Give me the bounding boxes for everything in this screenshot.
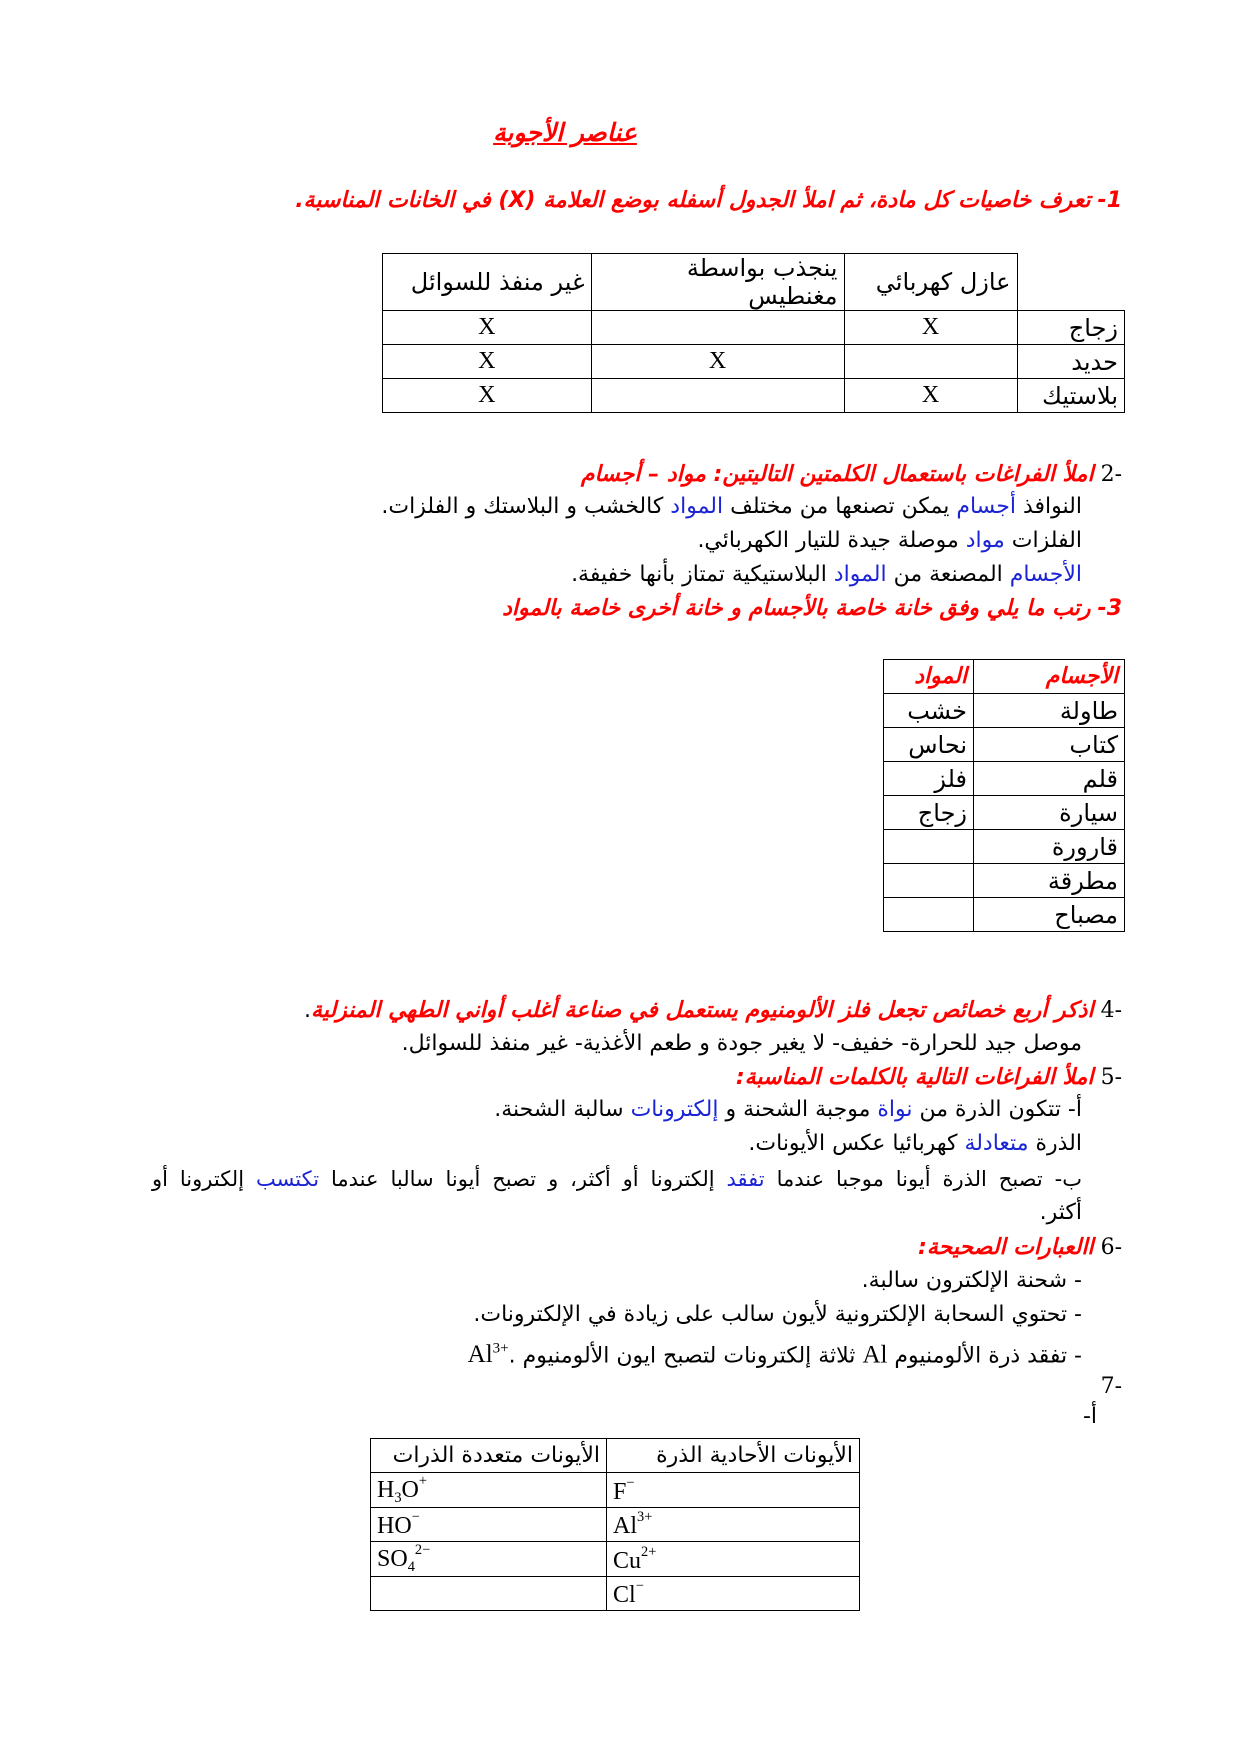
q5-line-1: أ- تتكون الذرة من نواة موجبة الشحنة و إلكترونات سالبة الشحنة. — [494, 1097, 1082, 1122]
q5-heading — [736, 1063, 1122, 1093]
q2-line-1: النوافذ أجسام يمكن تصنعها من مختلف المواد كالخشب و البلاستك و الفلزات. — [381, 494, 1082, 519]
q4-dot: . — [304, 998, 312, 1023]
table-row — [383, 345, 1125, 379]
q1-cell: X — [383, 311, 592, 345]
q3-number: 3- — [1097, 596, 1122, 621]
q4-heading — [304, 996, 1122, 1026]
q3-material: نحاس — [884, 728, 974, 762]
q2-line-2: الفلزات مواد موصلة جيدة للتيار الكهربائي. — [697, 528, 1082, 553]
q1-row-name: حديد — [1017, 345, 1125, 379]
q3-material — [884, 898, 974, 932]
q1-row-name: زجاج — [1017, 311, 1125, 345]
q5-number: -5 — [1100, 1065, 1122, 1090]
q2-heading — [581, 460, 1122, 490]
q1-row-name: بلاستيك — [1017, 379, 1125, 413]
table-row — [884, 762, 1125, 796]
q7-heading — [1101, 1372, 1122, 1402]
q3-material — [884, 830, 974, 864]
q3-object: قلم — [974, 762, 1125, 796]
q3-object: قارورة — [974, 830, 1125, 864]
table-row — [371, 1473, 860, 1508]
ion-mono: F− — [607, 1473, 860, 1508]
q6-statement-3: - تفقد ذرة الألومنيوم Al ثلاثة إلكترونات لتصبح ايون الألومنيوم $.Al^{3+}$ — [467, 1341, 1082, 1369]
q1-cell: X — [844, 379, 1017, 413]
ion-poly: $SO_4^{2-}$ — [371, 1542, 607, 1577]
q7-header-poly: الأيونات متعددة الذرات — [371, 1439, 607, 1473]
table-row — [371, 1577, 860, 1611]
q1-header-impermeable: غير منفذ للسوائل — [383, 254, 592, 311]
q5-line-3: ب- تصبح الذرة أيونا موجبا عندما تفقد إلكترونا أو أكثر، و تصبح أيونا سالبا عندما تكتسب إلكترونا أو — [152, 1167, 1082, 1191]
q4-number: -4 — [1100, 998, 1122, 1023]
q7-table — [370, 1438, 860, 1611]
q5-line-2: الذرة متعادلة كهربائيا عكس الأيونات. — [748, 1131, 1082, 1156]
q3-material: زجاج — [884, 796, 974, 830]
q1-cell: X — [383, 345, 592, 379]
q7-header-mono: الأيونات الأحادية الذرة — [607, 1439, 860, 1473]
q3-object: مصباح — [974, 898, 1125, 932]
q5-line-4: أكثر. — [1039, 1200, 1082, 1225]
q3-header-materials: المواد — [884, 660, 974, 694]
q2-line-3: الأجسام المصنعة من المواد البلاستيكية تمتاز بأنها خفيفة. — [571, 562, 1082, 587]
q1-cell: X — [383, 379, 592, 413]
q4-text: اذكر أربع خصائص تجعل فلز الألومنيوم يستعمل في صناعة أغلب أواني الطهي المنزلية — [311, 998, 1094, 1023]
q3-material: فلز — [884, 762, 974, 796]
q4-answer: موصل جيد للحرارة- خفيف- لا يغير جودة و طعم الأغذية- غير منفذ للسوائل. — [401, 1031, 1082, 1056]
ion-mono: Cl− — [607, 1577, 860, 1611]
q1-cell — [591, 311, 844, 345]
q1-text: تعرف خاصيات كل مادة، ثم املأ الجدول أسفله بوضع العلامة (X) في الخانات المناسبة. — [295, 188, 1091, 213]
table-row — [884, 728, 1125, 762]
q1-cell — [844, 345, 1017, 379]
q6-statement-2: - تحتوي السحابة الإلكترونية لأيون سالب على زيادة في الإلكترونات. — [473, 1302, 1082, 1327]
page-title: عناصر الأجوبة — [493, 118, 637, 147]
q1-cell — [591, 379, 844, 413]
table-row — [371, 1542, 860, 1577]
q3-object: سيارة — [974, 796, 1125, 830]
q2-text: املأ الفراغات باستعمال الكلمتين التاليتين: مواد – أجسام — [580, 462, 1094, 487]
q1-header-empty — [1017, 254, 1125, 311]
q1-header-insulator: عازل كهربائي — [844, 254, 1017, 311]
q7-number: -7 — [1100, 1374, 1122, 1399]
q1-cell: X — [591, 345, 844, 379]
table-row — [884, 830, 1125, 864]
table-row — [371, 1508, 860, 1542]
q3-table — [883, 659, 1125, 932]
q1-header-magnetic: ينجذب بواسطة مغنطيس — [591, 254, 844, 311]
table-row — [884, 694, 1125, 728]
q3-heading — [502, 594, 1122, 624]
table-row — [884, 864, 1125, 898]
q3-object: طاولة — [974, 694, 1125, 728]
q6-heading — [918, 1233, 1122, 1263]
table-row — [884, 898, 1125, 932]
q6-text: االعبارات الصحيحة: — [918, 1235, 1094, 1260]
q3-object: كتاب — [974, 728, 1125, 762]
q6-statement-1: - شحنة الإلكترون سالبة. — [861, 1268, 1082, 1293]
table-row — [383, 379, 1125, 413]
q3-header-objects: الأجسام — [974, 660, 1125, 694]
q7-sub: أ- — [1082, 1404, 1097, 1429]
q3-material: خشب — [884, 694, 974, 728]
q1-cell: X — [844, 311, 1017, 345]
q1-table — [382, 253, 1125, 413]
q1-heading — [295, 186, 1122, 216]
q3-text: رتب ما يلي وفق خانة خاصة بالأجسام و خانة أخرى خاصة بالمواد — [502, 596, 1091, 621]
ion-poly: $H_3O^+$ — [371, 1473, 607, 1508]
table-row — [884, 796, 1125, 830]
q3-object: مطرقة — [974, 864, 1125, 898]
ion-mono: $Cu^{2+}$ — [607, 1542, 860, 1577]
table-row — [383, 311, 1125, 345]
q3-material — [884, 864, 974, 898]
q1-number: 1- — [1097, 188, 1122, 213]
q2-number: -2 — [1100, 462, 1122, 487]
q5-text: املأ الفراغات التالية بالكلمات المناسبة: — [735, 1065, 1094, 1090]
q6-number: -6 — [1100, 1235, 1122, 1260]
ion-poly: HO− — [371, 1508, 607, 1542]
ion-mono: $Al^{3+}$ — [607, 1508, 860, 1542]
ion-poly — [371, 1577, 607, 1611]
